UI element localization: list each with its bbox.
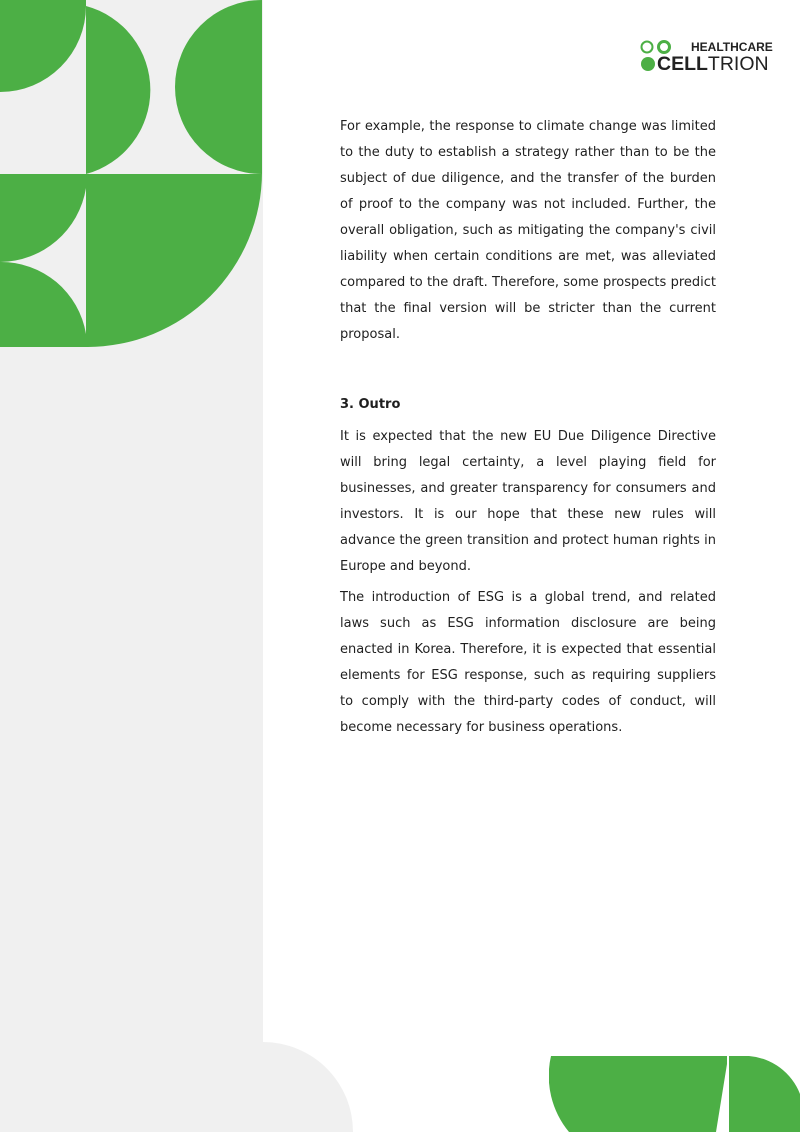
quarter-circle-shape bbox=[0, 0, 86, 92]
company-logo bbox=[640, 38, 773, 75]
body-paragraph: For example, the response to climate change was limited to the duty to establish a strategy rather than to be the subject of due diligence, and the transfer of the burden of proof to the company was not included. Further, the overall obligation, such as mitigating the company's civil liability when certain conditions are met, was alleviated compared to the draft. Therefore, some prospects predict that the final version will be stricter than the current proposal. bbox=[340, 119, 716, 342]
body-paragraph: It is expected that the new EU Due Diligence Directive will bring legal certainty, a level playing field for businesses, and greater transparency for consumers and investors. It is our hope that these new rules will advance the green transition and protect human rights in Europe and beyond. bbox=[340, 429, 716, 574]
article-body bbox=[340, 114, 716, 746]
top-decorative-shapes bbox=[0, 0, 263, 347]
bottom-grey-arc-shape bbox=[263, 1042, 353, 1132]
logo-dot-icon bbox=[641, 57, 655, 71]
bottom-decorative-shapes bbox=[549, 1056, 800, 1132]
large-quarter-circle-shape bbox=[86, 172, 262, 347]
logo-healthcare-text: HEALTHCARE bbox=[691, 40, 773, 54]
quarter-circle-shape bbox=[729, 1056, 800, 1132]
half-circle-shape bbox=[549, 1056, 727, 1132]
logo-wordmark-light: TRION bbox=[707, 53, 769, 75]
section-heading: 3. Outro bbox=[340, 397, 401, 412]
half-circle-shape bbox=[175, 0, 262, 174]
logo-wordmark-bold: CELL bbox=[657, 53, 708, 75]
concave-wedge-shape bbox=[0, 262, 86, 347]
body-paragraph: The introduction of ESG is a global trend, and related laws such as ESG information disclosure are being enacted in Korea. Therefore, it is expected that essential elements for ESG response, such as requiring suppliers to comply with the third-party codes of conduct, will become necessary for business operations. bbox=[340, 590, 716, 735]
half-circle-shape bbox=[86, 6, 150, 174]
logo-wordmark bbox=[657, 53, 769, 76]
concave-wedge-shape bbox=[0, 174, 86, 262]
